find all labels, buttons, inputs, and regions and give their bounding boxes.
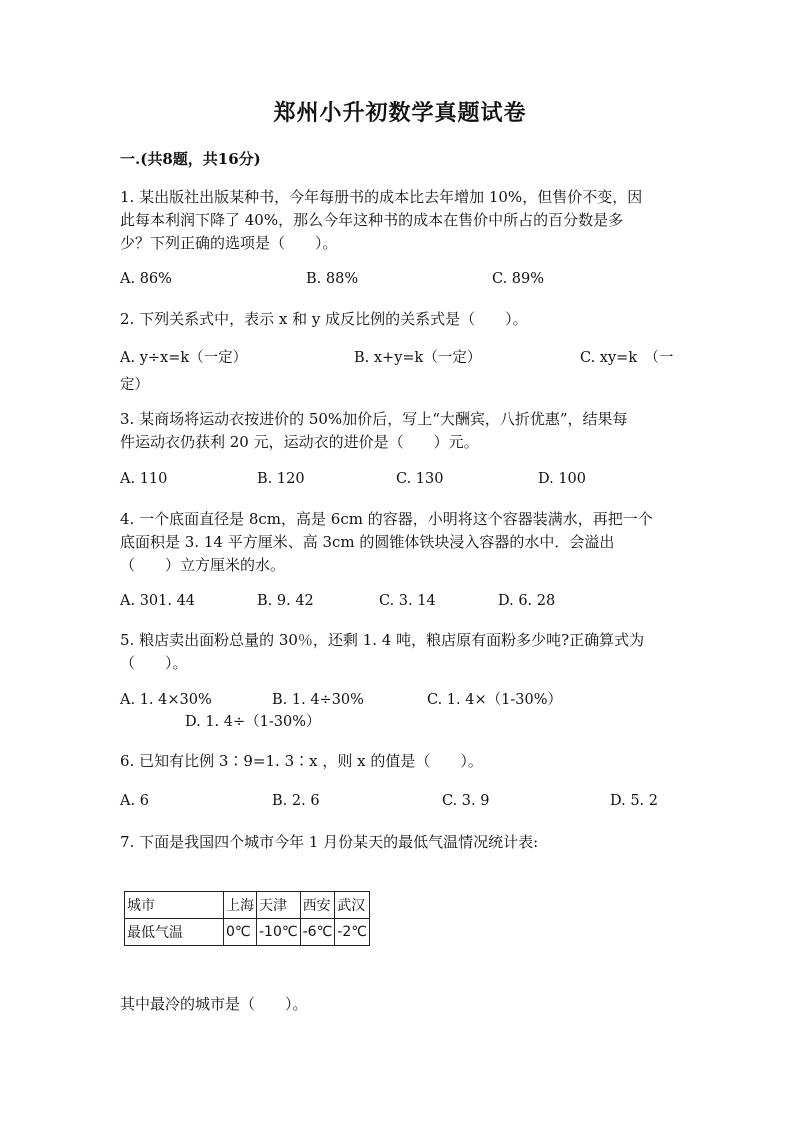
table-header-row (125, 892, 370, 919)
option-a[interactable]: A. 110 (120, 471, 168, 487)
temperature-table (124, 891, 370, 946)
table-cell: 最低气温 (125, 919, 224, 946)
question-3-line-1: 3. 某商场将运动衣按进价的 50%加价后，写上“大酬宾，八折优惠”，结果每 (120, 410, 628, 428)
option-a[interactable]: A. y÷x=k（一定） (120, 350, 248, 366)
question-5-options-row-2 (120, 711, 680, 733)
question-5-options (120, 689, 680, 711)
table-cell: 0℃ (224, 919, 257, 946)
option-d[interactable]: D. 6. 28 (498, 593, 556, 609)
question-3 (120, 408, 680, 454)
question-5-line-2: （ ）。 (120, 654, 188, 672)
question-2-options (120, 347, 680, 369)
option-a[interactable]: A. 86% (120, 271, 172, 287)
option-c[interactable]: C. 130 (396, 471, 444, 487)
option-b[interactable]: B. 88% (306, 271, 359, 287)
option-b[interactable]: B. 120 (257, 471, 305, 487)
question-3-line-2: 件运动衣仍获利 20 元，运动衣的进价是（ ）元。 (120, 433, 479, 451)
option-d[interactable]: D. 100 (538, 471, 587, 487)
table-cell: 天津 (257, 892, 301, 919)
option-d[interactable]: D. 5. 2 (610, 793, 658, 809)
question-7-line-1: 7. 下面是我国四个城市今年 1 月份某天的最低气温情况统计表: (120, 833, 539, 851)
question-1-line-3: 少？下列正确的选项是（ ）。 (120, 234, 338, 252)
question-4-line-1: 4. 一个底面直径是 8cm，高是 6cm 的容器，小明将这个容器装满水，再把一个 (120, 510, 653, 528)
question-2-line-1: 2. 下列关系式中，表示 x 和 y 成反比例的关系式是（ ）。 (120, 310, 528, 328)
table-cell: 城市 (125, 892, 224, 919)
question-4 (120, 508, 680, 577)
question-1-options (120, 268, 680, 290)
option-c[interactable]: C. 1. 4×（1-30%） (427, 692, 562, 708)
question-1 (120, 186, 680, 255)
question-3-options (120, 468, 680, 490)
section-heading: 一.(共8题，共16分) (120, 150, 261, 168)
option-b[interactable]: B. 1. 4÷30% (272, 692, 364, 708)
option-c[interactable]: C. 3. 14 (379, 593, 436, 609)
table-row (125, 919, 370, 946)
question-6-options (120, 790, 680, 812)
option-c[interactable]: C. 3. 9 (442, 793, 490, 809)
question-7 (120, 831, 680, 854)
question-6 (120, 750, 680, 773)
table-cell: 西安 (300, 892, 335, 919)
option-c[interactable]: C. xy=k （一 (580, 350, 674, 366)
table-cell: 上海 (224, 892, 257, 919)
question-5 (120, 629, 680, 675)
table-cell: -2℃ (335, 919, 370, 946)
table-cell: -10℃ (257, 919, 301, 946)
option-c[interactable]: C. 89% (492, 271, 545, 287)
option-d[interactable]: D. 1. 4÷（1-30%） (185, 714, 321, 730)
question-4-options (120, 590, 680, 612)
option-a[interactable]: A. 6 (120, 793, 149, 809)
option-a[interactable]: A. 301. 44 (120, 593, 196, 609)
option-b[interactable]: B. 9. 42 (257, 593, 314, 609)
question-2 (120, 308, 680, 331)
page-title: 郑州小升初数学真题试卷 (273, 100, 527, 126)
question-4-line-2: 底面积是 3. 14 平方厘米、高 3cm 的圆锥体铁块浸入容器的水中．会溢出 (120, 533, 615, 551)
question-7-prompt: 其中最冷的城市是（ ）。 (120, 995, 308, 1013)
question-1-line-2: 此每本利润下降了 40%，那么今年这种书的成本在售价中所占的百分数是多 (120, 211, 624, 229)
option-b[interactable]: B. 2. 6 (272, 793, 320, 809)
table-cell: -6℃ (300, 919, 335, 946)
question-2-option-wrap: 定） (120, 377, 149, 393)
option-b[interactable]: B. x+y=k（一定） (354, 350, 482, 366)
question-4-line-3: （ ）立方厘米的水。 (120, 556, 286, 574)
question-1-line-1: 1. 某出版社出版某种书，今年每册书的成本比去年增加 10%，但售价不变，因 (120, 188, 643, 206)
question-5-line-1: 5. 粮店卖出面粉总量的 30％，还剩 1. 4 吨，粮店原有面粉多少吨?正确算式为 (120, 631, 645, 649)
table-cell: 武汉 (335, 892, 370, 919)
question-6-line-1: 6. 已知有比例 3∶9=1. 3∶x ，则 x 的值是（ ）。 (120, 752, 483, 770)
option-a[interactable]: A. 1. 4×30% (120, 692, 212, 708)
